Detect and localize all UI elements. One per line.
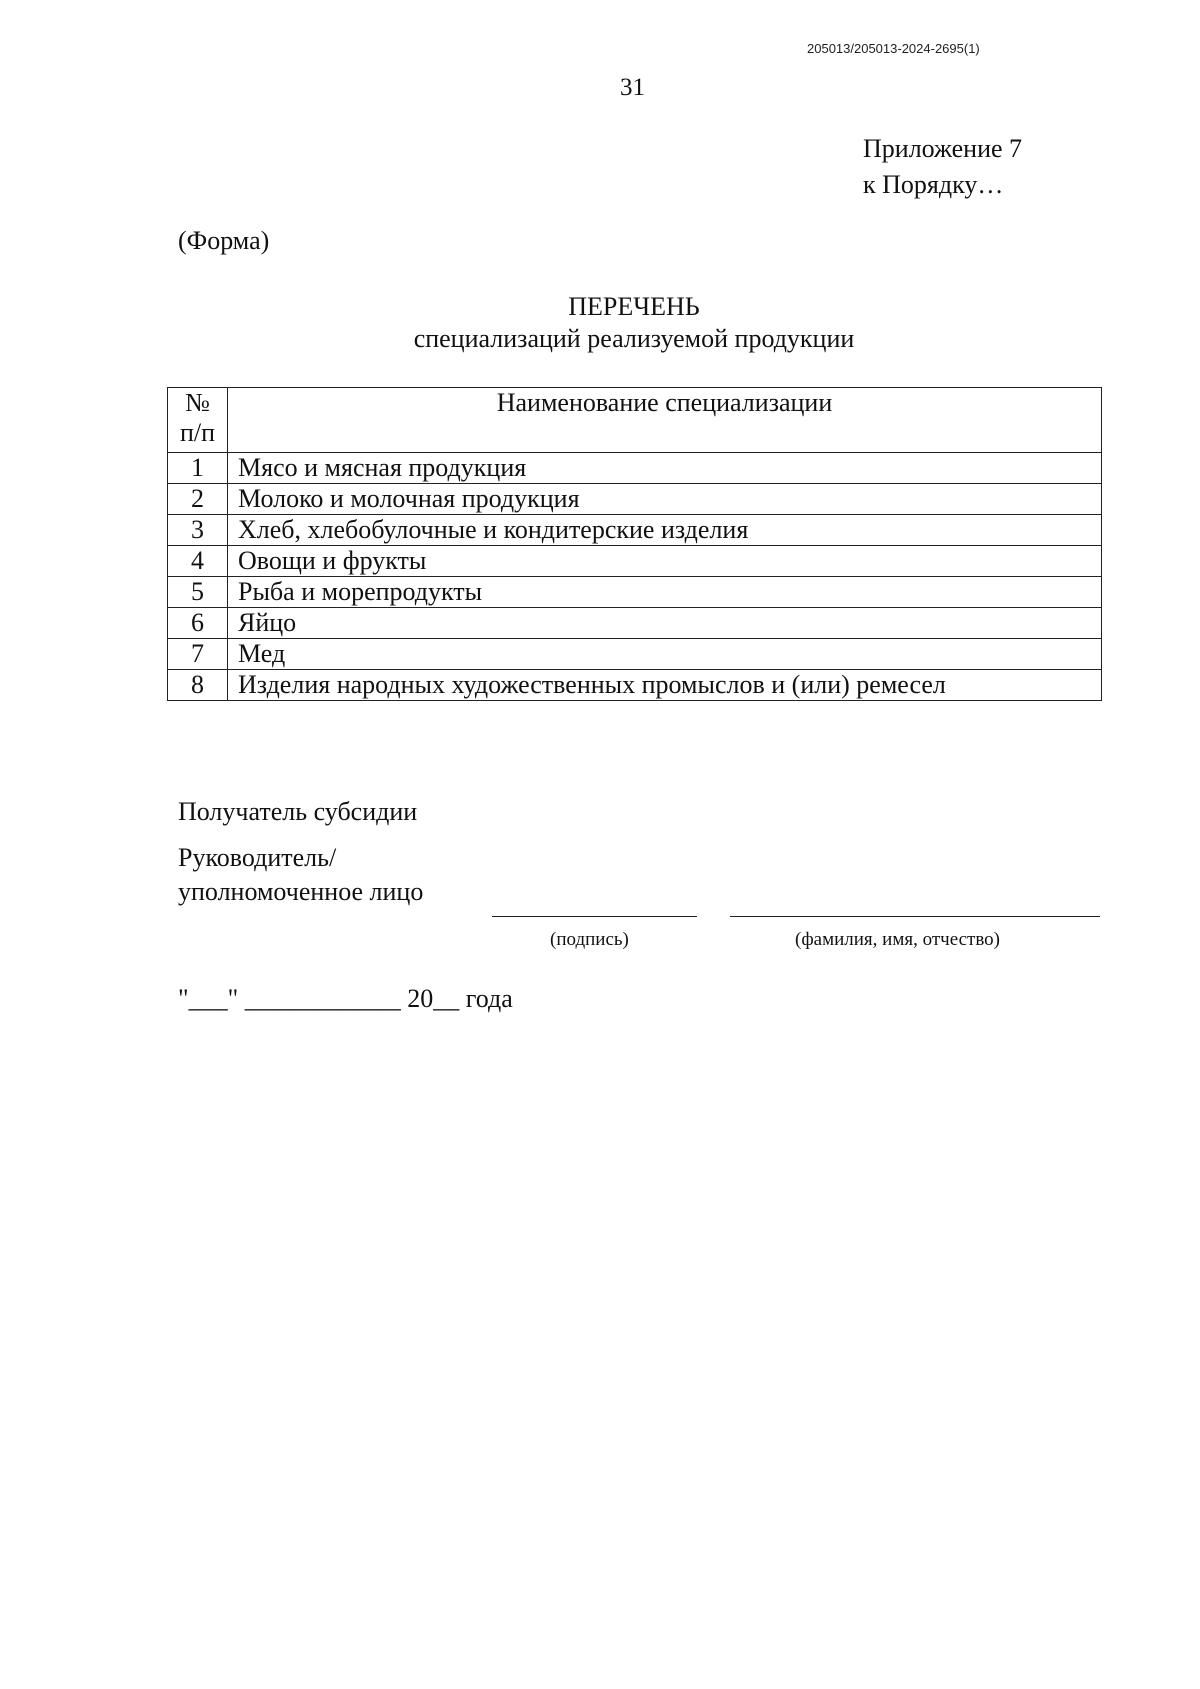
table-row [168,453,1102,484]
head-label-line-2: уполномоченное лицо [178,877,424,906]
specializations-table [167,387,1102,701]
document-id: 205013/205013-2024-2695(1) [807,41,980,56]
table-header-row [168,388,1102,453]
form-label: (Форма) [178,226,270,255]
page-number: 31 [620,74,645,101]
table-row [168,484,1102,515]
signature-caption: (подпись) [550,929,629,950]
document-subtitle: специализаций реализуемой продукции [413,324,855,353]
full-name-line [730,916,1100,917]
row-name: Овощи и фрукты [228,546,1102,577]
header-number [168,388,228,453]
appendix-line-1: Приложение 7 [863,134,1023,163]
row-number: 7 [168,639,228,670]
signature-line [492,916,697,917]
row-name: Изделия народных художественных промыслов и (или) ремесел [228,670,1102,701]
header-name: Наименование специализации [228,388,1102,453]
table-row [168,577,1102,608]
table-row [168,608,1102,639]
row-number: 5 [168,577,228,608]
date-line: "___" ____________ 20__ года [178,984,513,1013]
row-number: 4 [168,546,228,577]
row-number: 8 [168,670,228,701]
table-row [168,670,1102,701]
appendix-reference [863,131,1022,203]
table-row [168,515,1102,546]
subsidy-recipient-label: Получатель субсидии [178,797,418,826]
row-name: Мед [228,639,1102,670]
head-label-line-1: Руководитель/ [178,843,337,872]
row-name: Яйцо [228,608,1102,639]
appendix-line-2: к Порядку… [863,170,1004,199]
table-row [168,546,1102,577]
row-number: 1 [168,453,228,484]
row-name: Молоко и молочная продукция [228,484,1102,515]
document-title: ПЕРЕЧЕНЬ [568,292,700,321]
table-row [168,639,1102,670]
row-name: Мясо и мясная продукция [228,453,1102,484]
full-name-caption: (фамилия, имя, отчество) [795,929,1001,950]
row-number: 6 [168,608,228,639]
header-number-sign: № [185,388,210,417]
row-name: Рыба и морепродукты [228,577,1102,608]
header-number-abbr: п/п [179,418,216,447]
row-number: 3 [168,515,228,546]
row-number: 2 [168,484,228,515]
row-name: Хлеб, хлебобулочные и кондитерские изделия [228,515,1102,546]
